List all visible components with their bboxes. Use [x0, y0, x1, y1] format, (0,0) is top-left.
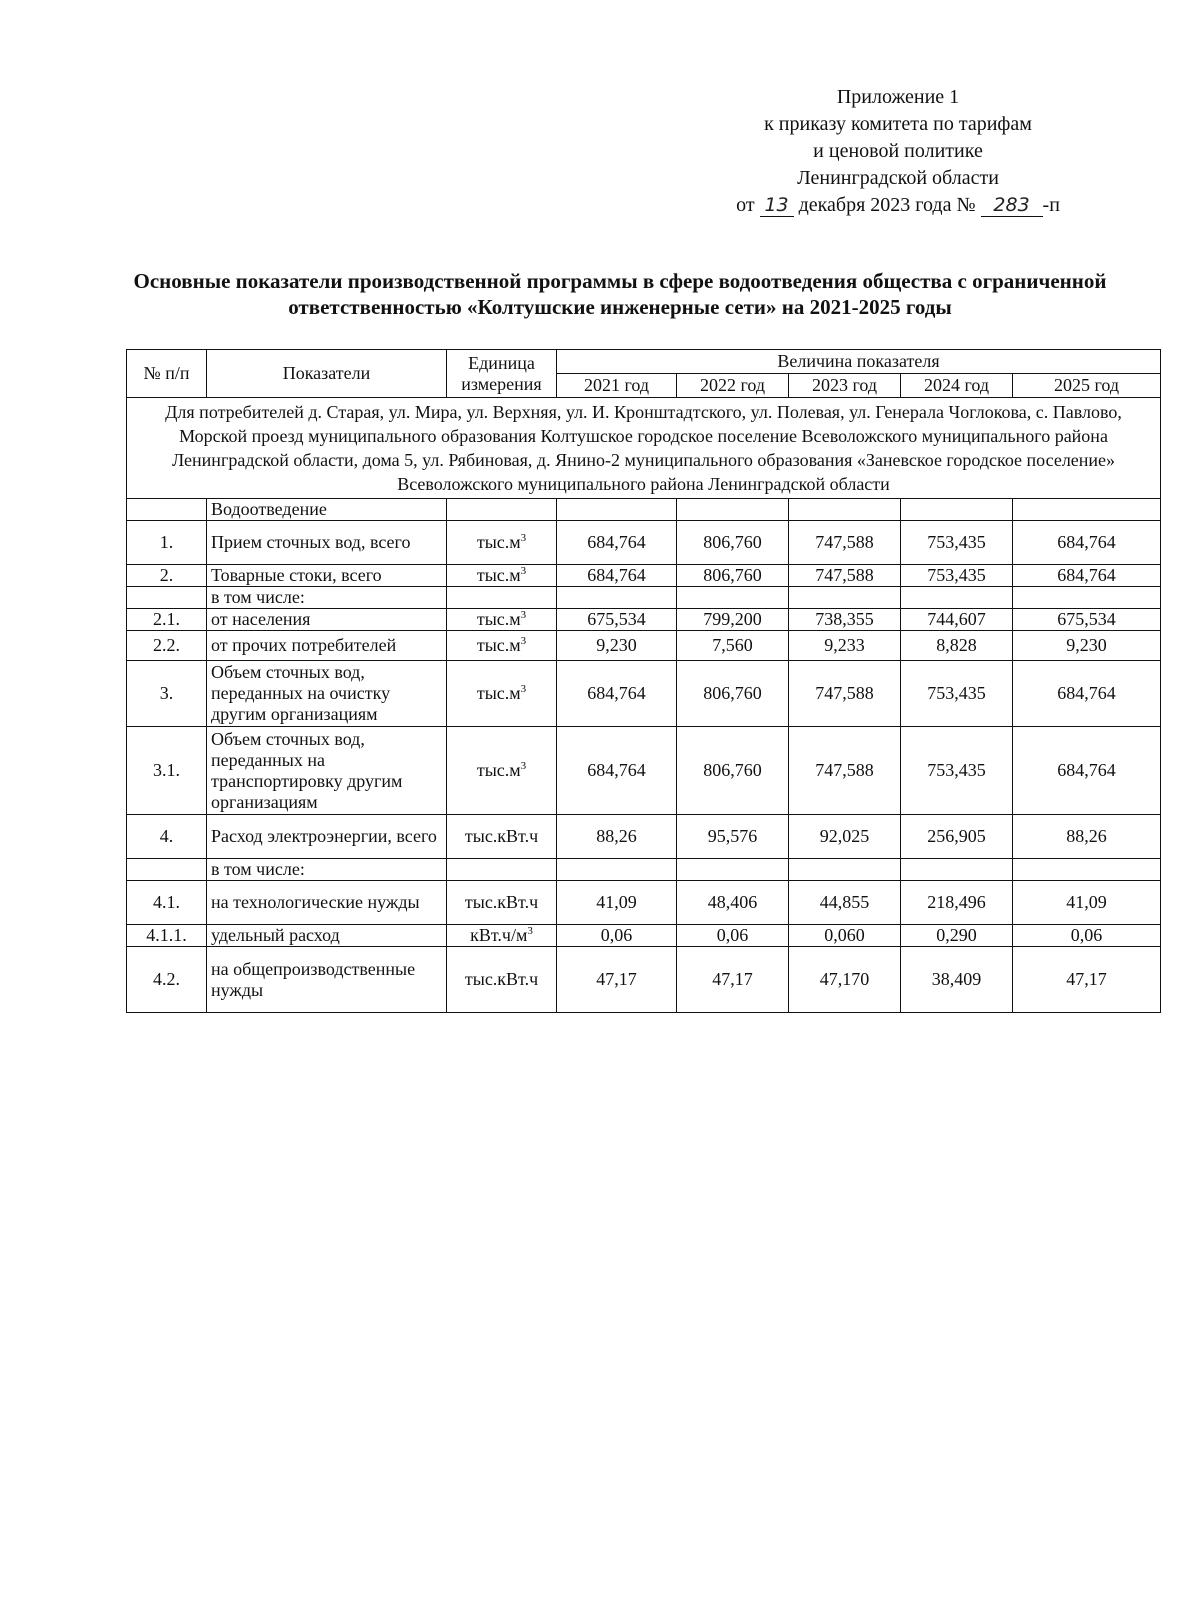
row-value: 7,560	[677, 631, 789, 661]
table-row	[127, 859, 1161, 881]
row-value: 753,435	[901, 521, 1013, 565]
table-row	[127, 661, 1161, 727]
row-value: 0,060	[789, 925, 901, 947]
row-number	[127, 499, 207, 521]
unit-superscript: 3	[520, 635, 527, 647]
order-suffix: -п	[1042, 194, 1060, 216]
table-row	[127, 631, 1161, 661]
row-indicator: Объем сточных вод, переданных на транспортировку другим организациям	[207, 727, 447, 815]
unit-text: тыс.м	[476, 532, 521, 552]
row-value: 806,760	[677, 727, 789, 815]
row-value: 47,17	[1013, 947, 1161, 1013]
consumers-description: Для потребителей д. Старая, ул. Мира, ул. Верхняя, ул. И. Кронштадтского, ул. Полевая, ул. Генерала Чоглокова, с. Павлово, Морской проезд муниципального образования Колтушское городское поселение Всеволожского муниципального района Ленинградской области, дома 5, ул. Рябиновая, д. Янино-2 муниципального образования «Заневское городское поселение» Всеволожского муниципального района Ленинградской области	[127, 398, 1161, 499]
unit-text: тыс.кВт.ч	[464, 969, 539, 989]
unit-superscript: 3	[520, 609, 527, 621]
row-indicator: на общепроизводственные нужды	[207, 947, 447, 1013]
row-value: 95,576	[677, 815, 789, 859]
row-value	[789, 587, 901, 609]
row-indicator: удельный расход	[207, 925, 447, 947]
row-indicator: в том числе:	[207, 587, 447, 609]
row-value: 0,06	[1013, 925, 1161, 947]
row-value: 684,764	[557, 565, 677, 587]
row-value: 684,764	[1013, 727, 1161, 815]
row-indicator: в том числе:	[207, 859, 447, 881]
row-number: 4.1.	[127, 881, 207, 925]
row-value: 47,17	[677, 947, 789, 1013]
row-indicator: от населения	[207, 609, 447, 631]
appendix-line-1: Приложение 1	[836, 86, 960, 108]
row-number: 3.	[127, 661, 207, 727]
row-unit	[447, 815, 557, 859]
row-value: 44,855	[789, 881, 901, 925]
unit-text: тыс.м	[476, 635, 521, 655]
indicators-table	[126, 349, 1161, 1013]
row-value: 738,355	[789, 609, 901, 631]
row-value: 747,588	[789, 727, 901, 815]
row-value: 256,905	[901, 815, 1013, 859]
row-value: 747,588	[789, 565, 901, 587]
row-value: 0,290	[901, 925, 1013, 947]
row-unit	[447, 881, 557, 925]
row-value: 47,170	[789, 947, 901, 1013]
row-value	[901, 859, 1013, 881]
row-value: 675,534	[557, 609, 677, 631]
header-value: Величина показателя	[557, 350, 1161, 374]
handwritten-day: 13	[760, 194, 794, 217]
appendix-line-4: Ленинградской области	[797, 167, 999, 189]
row-unit	[447, 499, 557, 521]
row-value	[1013, 499, 1161, 521]
appendix-line-3: и ценовой политике	[813, 140, 983, 162]
row-unit	[447, 609, 557, 631]
row-value: 684,764	[1013, 661, 1161, 727]
row-unit	[447, 947, 557, 1013]
row-value: 753,435	[901, 661, 1013, 727]
row-value: 684,764	[557, 727, 677, 815]
row-value: 47,17	[557, 947, 677, 1013]
date-middle: декабря 2023 года №	[798, 194, 976, 216]
row-number: 4.2.	[127, 947, 207, 1013]
row-value	[789, 499, 901, 521]
row-unit	[447, 925, 557, 947]
row-value: 684,764	[557, 661, 677, 727]
row-unit	[447, 661, 557, 727]
header-indicator: Показатели	[207, 350, 447, 398]
table-row	[127, 925, 1161, 947]
unit-text: кВт.ч/м	[470, 925, 528, 945]
row-value: 92,025	[789, 815, 901, 859]
row-number: 2.	[127, 565, 207, 587]
row-value	[901, 499, 1013, 521]
row-value	[1013, 587, 1161, 609]
table-row	[127, 727, 1161, 815]
row-value	[789, 859, 901, 881]
row-value	[901, 587, 1013, 609]
row-indicator: Товарные стоки, всего	[207, 565, 447, 587]
row-indicator: Расход электроэнергии, всего	[207, 815, 447, 859]
row-number: 2.1.	[127, 609, 207, 631]
table-row	[127, 565, 1161, 587]
unit-text: тыс.кВт.ч	[464, 892, 539, 912]
row-number	[127, 587, 207, 609]
unit-text: тыс.кВт.ч	[464, 826, 539, 846]
table-row	[127, 609, 1161, 631]
header-year: 2024 год	[901, 374, 1013, 398]
row-value: 684,764	[557, 521, 677, 565]
row-unit	[447, 521, 557, 565]
table-row	[127, 815, 1161, 859]
row-value: 88,26	[1013, 815, 1161, 859]
header-unit: Единица измерения	[447, 350, 557, 398]
row-indicator: Водоотведение	[207, 499, 447, 521]
row-indicator: Прием сточных вод, всего	[207, 521, 447, 565]
row-value: 753,435	[901, 727, 1013, 815]
row-indicator: Объем сточных вод, переданных на очистку другим организациям	[207, 661, 447, 727]
header-year: 2025 год	[1013, 374, 1161, 398]
row-value: 744,607	[901, 609, 1013, 631]
document-title: Основные показатели производственной программы в сфере водоотведения общества с ограниченной ответственностью «Колтушские инженерные сети» на 2021-2025 годы	[133, 269, 1107, 319]
row-value	[557, 499, 677, 521]
unit-text: тыс.м	[476, 683, 521, 703]
row-value: 675,534	[1013, 609, 1161, 631]
row-value: 9,233	[789, 631, 901, 661]
row-value	[677, 859, 789, 881]
row-value: 38,409	[901, 947, 1013, 1013]
row-number: 2.2.	[127, 631, 207, 661]
unit-text: тыс.м	[476, 760, 521, 780]
row-value: 799,200	[677, 609, 789, 631]
row-value	[557, 587, 677, 609]
handwritten-order-number: 283	[981, 194, 1043, 217]
row-number	[127, 859, 207, 881]
row-value: 41,09	[1013, 881, 1161, 925]
row-indicator: на технологические нужды	[207, 881, 447, 925]
header-year: 2023 год	[789, 374, 901, 398]
order-date-line	[688, 192, 1108, 219]
row-value: 8,828	[901, 631, 1013, 661]
row-value: 806,760	[677, 661, 789, 727]
table-row	[127, 947, 1161, 1013]
unit-text: тыс.м	[476, 565, 521, 585]
date-prefix: от	[736, 194, 755, 216]
row-unit	[447, 631, 557, 661]
row-unit	[447, 727, 557, 815]
row-value	[1013, 859, 1161, 881]
row-value: 88,26	[557, 815, 677, 859]
appendix-header	[688, 84, 1108, 219]
row-indicator: от прочих потребителей	[207, 631, 447, 661]
row-unit	[447, 859, 557, 881]
row-value: 684,764	[1013, 521, 1161, 565]
row-value	[677, 499, 789, 521]
row-number: 1.	[127, 521, 207, 565]
row-unit	[447, 565, 557, 587]
unit-superscript: 3	[520, 683, 527, 695]
row-value: 9,230	[557, 631, 677, 661]
row-value: 41,09	[557, 881, 677, 925]
unit-superscript: 3	[527, 925, 533, 937]
row-value: 9,230	[1013, 631, 1161, 661]
table-row	[127, 881, 1161, 925]
header-year: 2022 год	[677, 374, 789, 398]
row-value: 684,764	[1013, 565, 1161, 587]
row-value: 806,760	[677, 521, 789, 565]
row-value	[677, 587, 789, 609]
row-value: 747,588	[789, 661, 901, 727]
row-value: 747,588	[789, 521, 901, 565]
row-value: 218,496	[901, 881, 1013, 925]
table-row	[127, 521, 1161, 565]
row-value: 753,435	[901, 565, 1013, 587]
row-number: 4.1.1.	[127, 925, 207, 947]
unit-superscript: 3	[520, 532, 527, 544]
unit-superscript: 3	[520, 760, 527, 772]
row-unit	[447, 587, 557, 609]
unit-text: тыс.м	[476, 609, 521, 629]
row-value: 806,760	[677, 565, 789, 587]
row-value	[557, 859, 677, 881]
unit-superscript: 3	[520, 565, 527, 577]
row-number: 3.1.	[127, 727, 207, 815]
row-number: 4.	[127, 815, 207, 859]
table-row	[127, 587, 1161, 609]
header-num: № п/п	[127, 350, 207, 398]
table-row	[127, 499, 1161, 521]
row-value: 0,06	[557, 925, 677, 947]
row-value: 0,06	[677, 925, 789, 947]
header-year: 2021 год	[557, 374, 677, 398]
appendix-line-2: к приказу комитета по тарифам	[764, 113, 1032, 135]
row-value: 48,406	[677, 881, 789, 925]
